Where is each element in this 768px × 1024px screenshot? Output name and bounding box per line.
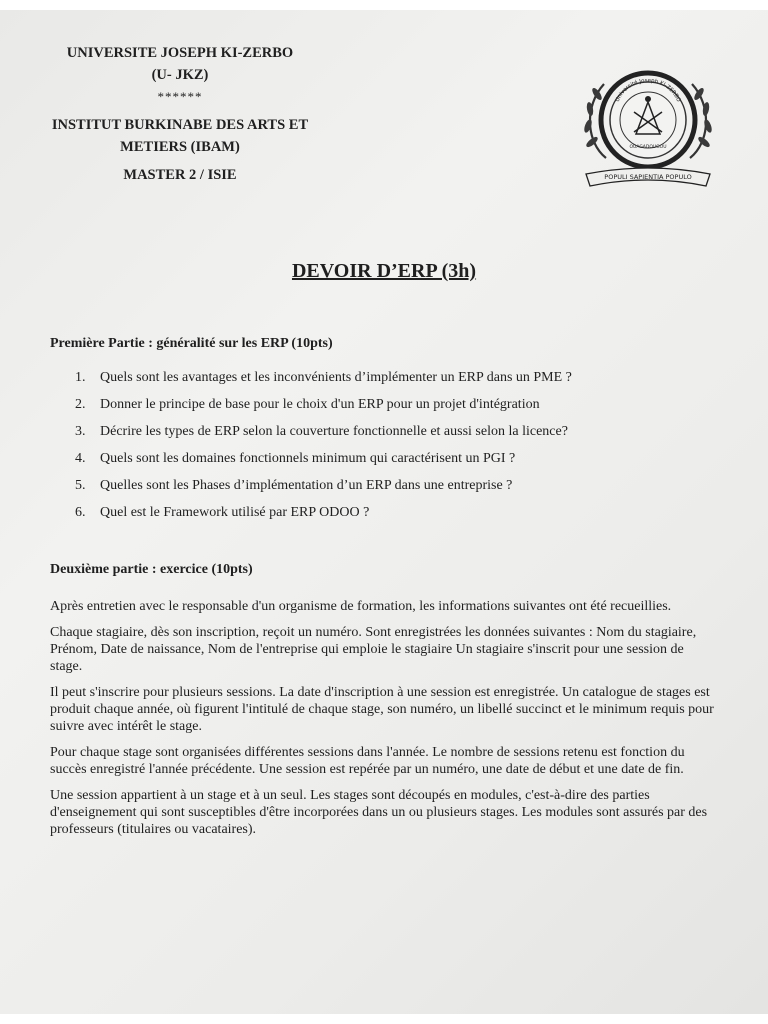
university-seal-logo [578, 62, 718, 192]
program-name: MASTER 2 / ISIE [123, 167, 237, 183]
paragraph: Pour chaque stage sont organisées différentes sessions dans l'année. Le nombre de sessions retenu est fonction du succès enregistré l'année précédente. Une session est repérée par un numéro, une date de début et une date de fin. [50, 745, 685, 777]
part2-heading: Deuxième partie : exercice (10pts) [50, 562, 253, 577]
exam-sheet [0, 10, 768, 1014]
svg-text:Université Joseph KI-ZERBO: Université Joseph KI-ZERBO [614, 77, 682, 103]
institution-header [30, 42, 330, 186]
exercise-text [50, 598, 718, 847]
exam-title: DEVOIR D’ERP (3h) [291, 260, 477, 282]
question-list [75, 370, 715, 532]
question-item: 2. Donner le principe de base pour le choix d'un ERP pour un projet d'intégration [75, 397, 540, 412]
paragraph: Une session appartient à un stage et à un seul. Les stages sont découpés en modules, c'est-à-dire des parties d'enseignement qui sont susceptibles d'être incorporées dans un ou plusieurs stages. Les modules sont assurés par des professeurs (titulaires ou vacataires). [50, 788, 708, 837]
university-abbreviation: (U- JKZ) [151, 67, 209, 83]
separator-stars: ****** [157, 89, 203, 104]
question-item: 1. Quels sont les avantages et les inconvénients d’implémenter un ERP dans un PME ? [75, 370, 572, 385]
question-item: 5. Quelles sont les Phases d’implémentation d’un ERP dans une entreprise ? [75, 478, 513, 493]
question-item: 4. Quels sont les domaines fonctionnels minimum qui caractérisent un PGI ? [75, 451, 516, 466]
institute-name-line2: METIERS (IBAM) [120, 139, 240, 155]
question-item: 6. Quel est le Framework utilisé par ERP ODOO ? [75, 505, 370, 520]
paragraph: Chaque stagiaire, dès son inscription, reçoit un numéro. Sont enregistrées les données suivantes : Nom du stagiaire, Prénom, Date de naissance, Nom de l'entreprise qui emploie le stagiaire Un stagiaire s'inscrit pour une session de stage. [50, 625, 697, 674]
part1-heading: Première Partie : généralité sur les ERP (10pts) [50, 336, 333, 351]
svg-text:POPULI SAPIENTIA POPULO: POPULI SAPIENTIA POPULO [604, 173, 692, 181]
paragraph: Il peut s'inscrire pour plusieurs sessions. La date d'inscription à une session est enregistrée. Un catalogue de stages est produit chaque année, où figurent l'intitulé de chaque stage, son numéro, un libellé succinct et le minimum requis pour suivre avec intérêt le stage. [50, 685, 714, 734]
paragraph: Après entretien avec le responsable d'un organisme de formation, les informations suivantes ont été recueillies. [50, 599, 672, 614]
university-name: UNIVERSITE JOSEPH KI-ZERBO [66, 45, 294, 61]
institute-name-line1: INSTITUT BURKINABE DES ARTS ET [51, 117, 309, 133]
question-item: 3. Décrire les types de ERP selon la couverture fonctionnelle et aussi selon la licence? [75, 424, 568, 439]
svg-text:OUAGADOUGOU: OUAGADOUGOU [629, 145, 667, 150]
